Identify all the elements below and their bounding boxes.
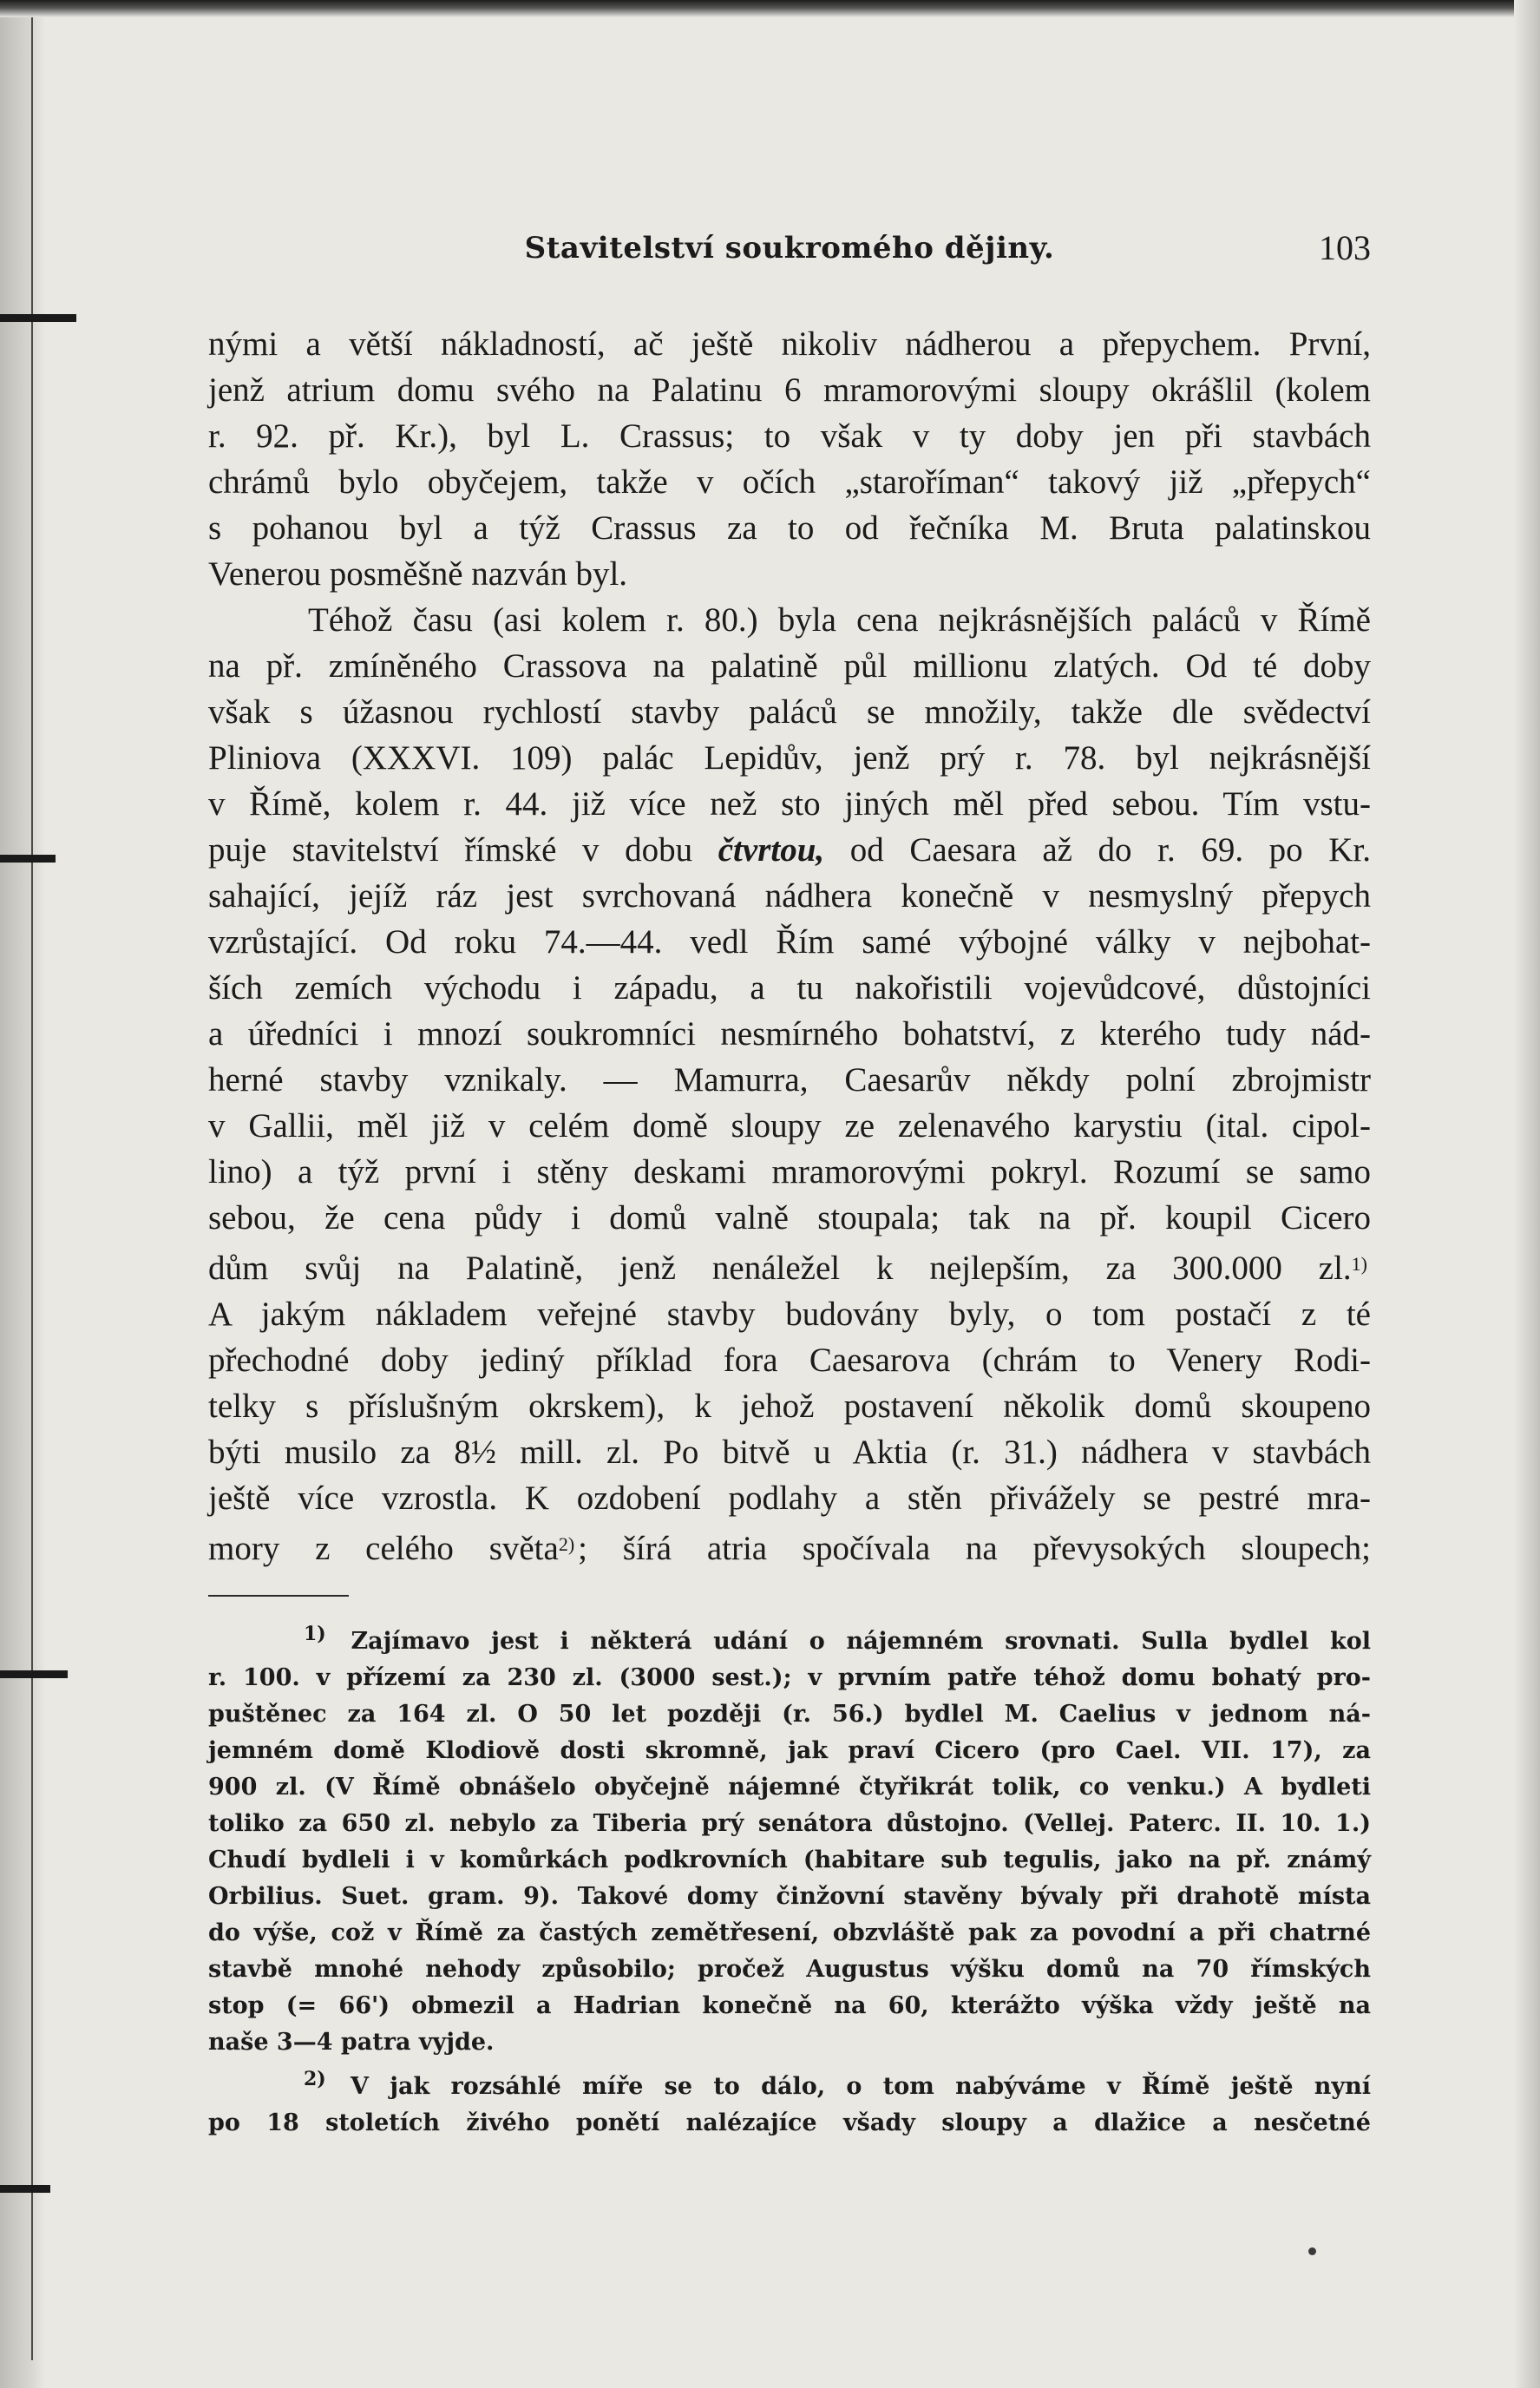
text-line: sahající, jejíž ráz jest svrchovaná nádhera konečně v nesmyslný přepych <box>208 877 1371 915</box>
text-line: s pohanou byl a týž Crassus za to od řečníka M. Bruta palatinskou <box>208 509 1371 547</box>
text-line: vzrůstající. Od roku 74.—44. vedl Řím samé výbojné války v nejbohat- <box>208 923 1371 961</box>
text-line: v Gallii, měl již v celém domě sloupy ze zelenavého karystiu (ital. cipol- <box>208 1107 1371 1145</box>
text-line: ších zemích východu i západu, a tu nakořistili vojevůdcové, důstojníci <box>208 969 1371 1007</box>
text-line: v Římě, kolem r. 44. již více než sto jiných měl před sebou. Tím vstu- <box>208 785 1371 823</box>
footnote-line: toliko za 650 zl. nebylo za Tiberia prý senátora důstojno. (Vellej. Paterc. II. 10. 1.) <box>208 1810 1371 1837</box>
text-segment: mory z celého světa <box>208 1530 559 1567</box>
ink-speck <box>1308 2247 1316 2255</box>
text-segment: od Caesara až do r. 69. po Kr. <box>849 831 1372 869</box>
text-line <box>208 1521 1371 1571</box>
footnote-line: stop (= 66') obmezil a Hadrian konečně na 60, kterážto výška vždy ještě na <box>208 1992 1371 2019</box>
page-number: 103 <box>1319 228 1371 267</box>
scan-edge-top <box>0 0 1540 17</box>
footnote-line: stavbě mnohé nehody způsobilo; pročež Augustus výšku domů na 70 římských <box>208 1956 1371 1983</box>
text-line: sebou, že cena půdy i domů valně stoupala; tak na př. koupil Cicero <box>208 1199 1371 1237</box>
binding-mark <box>0 855 56 863</box>
footnote-ref: 2) <box>558 1533 575 1555</box>
text-line <box>208 1241 1371 1291</box>
body-text <box>208 321 1371 1571</box>
text-line: A jakým nákladem veřejné stavby budovány byly, o tom postačí z té <box>208 1296 1371 1333</box>
text-line: telky s příslušným okrskem), k jehož postavení několik domů skoupeno <box>208 1388 1371 1425</box>
text-line: chrámů bylo obyčejem, takže v očích „staroříman“ takový již „přepych“ <box>208 463 1371 501</box>
footnote-line: po 18 stoletích živého ponětí nalézajíce všady sloupy a dlažice a nesčetné <box>208 2109 1371 2136</box>
footnote-line: jemném domě Klodiově dosti skromně, jak praví Cicero (pro Cael. VII. 17), za <box>208 1737 1371 1764</box>
text-segment: Zajímavo jest i některá udání o nájemném srovnati. Sulla bydlel kol <box>351 1628 1372 1655</box>
footnote-ref: 1) <box>1351 1253 1367 1275</box>
footnote-mark: 1) <box>304 1623 326 1645</box>
footnote-2 <box>208 2061 1371 2142</box>
paragraph <box>208 321 1371 597</box>
page-header <box>208 227 1371 279</box>
footnote-line: puštěnec za 164 zl. O 50 let později (r. 56.) bydlel M. Caelius v jednom ná- <box>208 1701 1371 1728</box>
text-segment: dům svůj na Palatině, jenž nenáležel k nejlepším, za 300.000 zl. <box>208 1250 1352 1287</box>
scan-edge-left <box>0 0 45 2388</box>
footnote-line: r. 100. v přízemí za 230 zl. (3000 sest.); v prvním patře téhož domu bohatý pro- <box>208 1664 1371 1691</box>
text-line: a úředníci i mnozí soukromníci nesmírného bohatství, z kterého tudy nád- <box>208 1015 1371 1053</box>
footnote-line: 900 zl. (V Římě obnášelo obyčejně nájemné čtyřikrát tolik, co venku.) A bydleti <box>208 1774 1371 1801</box>
footnote-line: Chudí bydleli i v komůrkách podkrovních (habitare sub tegulis, jako na př. známý <box>208 1847 1371 1873</box>
text-line: však s úžasnou rychlostí stavby paláců se množily, takže dle svědectví <box>208 693 1371 731</box>
text-line: lino) a týž první i stěny deskami mramorovými pokryl. Rozumí se samo <box>208 1153 1371 1191</box>
text-segment: ; šírá atria spočívala na převysokých sloupech; <box>578 1530 1372 1567</box>
text-line: býti musilo za 8½ mill. zl. Po bitvě u Aktia (r. 31.) nádhera v stavbách <box>208 1433 1371 1471</box>
text-line: ještě více vzrostla. K ozdobení podlahy a stěn přivážely se pestré mra- <box>208 1479 1371 1517</box>
footnote-line <box>208 1616 1371 1660</box>
binding-mark <box>0 1670 68 1678</box>
footnotes <box>208 1616 1371 2142</box>
running-title: Stavitelství soukromého dějiny. <box>524 231 1055 266</box>
text-segment: puje stavitelství římské v dobu <box>208 831 693 869</box>
text-line: Venerou posměšně nazván byl. <box>208 555 628 593</box>
text-line: jenž atrium domu svého na Palatinu 6 mramorovými sloupy okrášlil (kolem <box>208 371 1371 409</box>
text-line: přechodné doby jediný příklad fora Caesarova (chrám to Venery Rodi- <box>208 1342 1371 1379</box>
text-line: na př. zmíněného Crassova na palatině půl millionu zlatých. Od té doby <box>208 647 1371 685</box>
binding-mark <box>0 314 76 322</box>
text-segment: V jak rozsáhlé míře se to dálo, o tom nabýváme v Římě ještě nyní <box>351 2073 1371 2100</box>
text-line: r. 92. př. Kr.), byl L. Crassus; to však v ty doby jen při stavbách <box>208 417 1371 455</box>
footnote-separator <box>208 1595 349 1597</box>
text-line: herné stavby vznikaly. — Mamurra, Caesarův někdy polní zbrojmistr <box>208 1061 1371 1099</box>
text-line: Pliniova (XXXVI. 109) palác Lepidův, jenž prý r. 78. byl nejkrásnější <box>208 739 1371 777</box>
binding-mark <box>0 2185 50 2193</box>
page-fold-line <box>31 17 33 2360</box>
footnote-line <box>208 2061 1371 2105</box>
footnote-1 <box>208 1616 1371 2061</box>
scan-edge-right <box>1514 0 1540 2388</box>
footnote-line: do výše, což v Římě za častých zemětřesení, obzvláště pak za povodní a při chatrné <box>208 1919 1371 1946</box>
text-line <box>208 827 1371 873</box>
text-line: nými a větší nákladností, ač ještě nikoliv nádherou a přepychem. První, <box>208 325 1371 363</box>
footnote-mark: 2) <box>304 2068 326 2090</box>
text-line: Téhož času (asi kolem r. 80.) byla cena nejkrásnějších paláců v Římě <box>308 601 1371 639</box>
emphasis: čtvrtou, <box>718 831 825 869</box>
footnote-line: Orbilius. Suet. gram. 9). Takové domy činžovní stavěny bývaly při drahotě místa <box>208 1883 1371 1910</box>
paragraph <box>208 597 1371 1571</box>
footnote-line: naše 3—4 patra vyjde. <box>208 2029 495 2056</box>
